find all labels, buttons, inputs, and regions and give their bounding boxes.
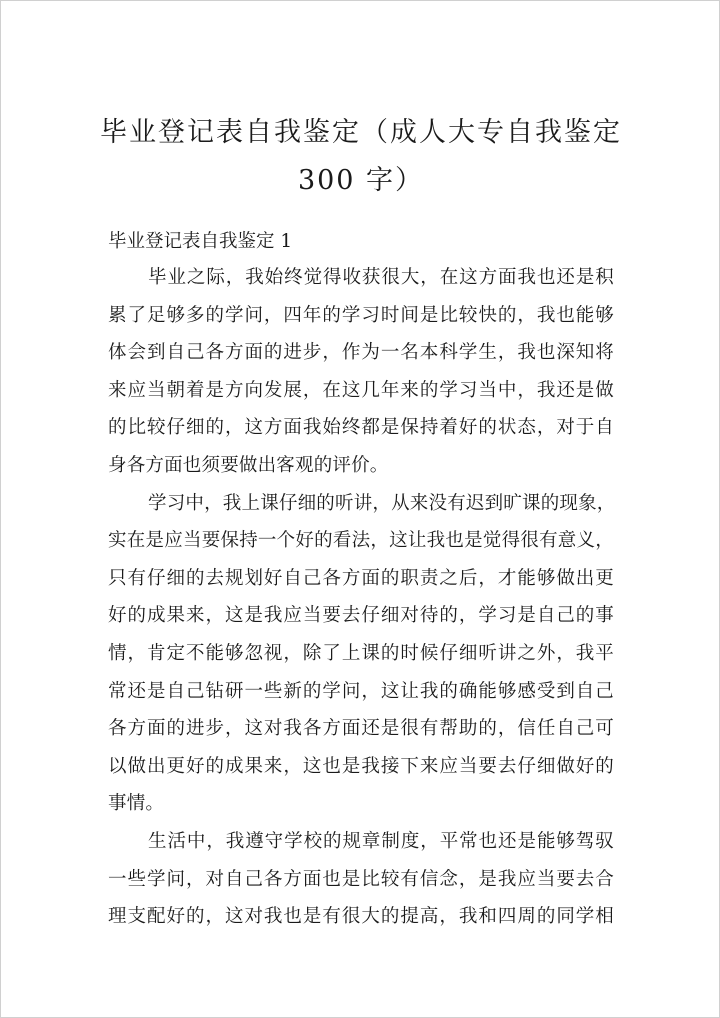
document-body	[108, 259, 614, 936]
section-heading: 毕业登记表自我鉴定 1	[108, 231, 293, 252]
paragraph-line: 理支配好的，这对我也是有很大的提高，我和四周的同学相	[108, 906, 614, 928]
paragraph-line: 只有仔细的去规划好自己各方面的职责之后，才能够做出更	[108, 567, 614, 589]
paragraph-line: 来应当朝着是方向发展，在这几年来的学习当中，我还是做	[108, 379, 614, 401]
paragraph-line: 毕业之际，我始终觉得收获很大，在这方面我也还是积	[148, 267, 614, 288]
paragraph-line: 以做出更好的成果来，这也是我接下来应当要去仔细做好的	[108, 755, 614, 777]
paragraph-1	[108, 259, 614, 485]
paragraph-line: 事情。	[108, 793, 165, 815]
paragraph-line: 各方面的进步，这对我各方面还是很有帮助的，信任自己可	[108, 718, 614, 740]
paragraph-line: 身各方面也须要做出客观的评价。	[108, 454, 389, 476]
paragraph-3	[108, 823, 614, 936]
paragraph-line: 生活中，我遵守学校的规章制度，平常也还是能够驾驭	[148, 830, 614, 852]
document-title-line-1: 毕业登记表自我鉴定（成人大专自我鉴定	[100, 117, 622, 148]
paragraph-line: 的比较仔细的，这方面我始终都是保持着好的状态，对于自	[108, 417, 614, 439]
paragraph-line: 学习中，我上课仔细的听讲，从来没有迟到旷课的现象，	[148, 492, 616, 514]
paragraph-line: 累了足够多的学问，四年的学习时间是比较快的，我也能够	[108, 304, 614, 326]
paragraph-line: 情，肯定不能够忽视，除了上课的时候仔细听讲之外，我平	[108, 642, 614, 664]
document-title-line-2: 300 字）	[297, 165, 425, 196]
paragraph-line: 实在是应当要保持一个好的看法，这让我也是觉得很有意义，	[108, 530, 614, 552]
paragraph-line: 好的成果来，这是我应当要去仔细对待的，学习是自己的事	[108, 605, 614, 627]
paragraph-2	[108, 485, 614, 823]
paragraph-line: 体会到自己各方面的进步，作为一名本科学生，我也深知将	[108, 342, 614, 364]
paragraph-line: 常还是自己钻研一些新的学问，这让我的确能够感受到自己	[108, 680, 614, 702]
paragraph-line: 一些学问，对自己各方面也是比较有信念，是我应当要去合	[108, 868, 614, 890]
